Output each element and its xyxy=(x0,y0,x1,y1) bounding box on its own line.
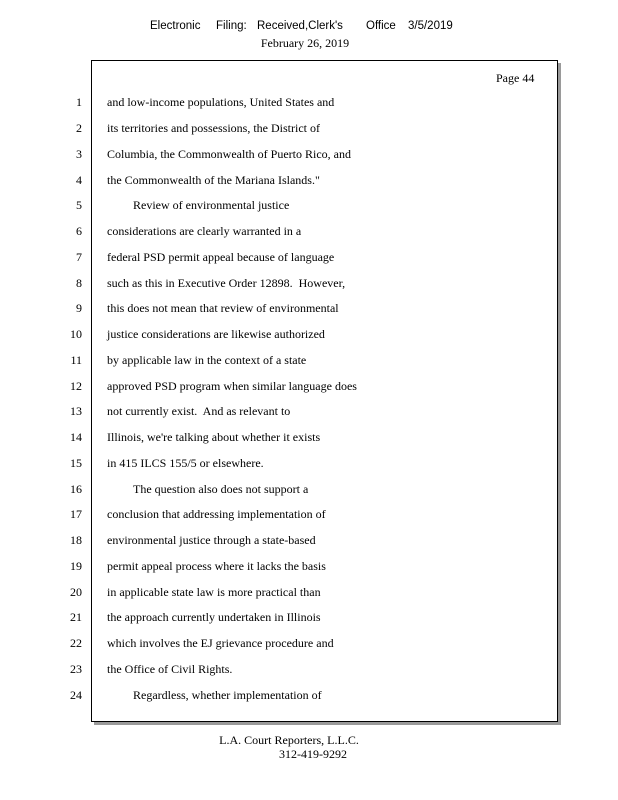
line-number: 15 xyxy=(70,456,82,470)
line-number: 8 xyxy=(76,276,82,290)
line-number: 21 xyxy=(70,610,82,624)
transcript-line: its territories and possessions, the District of xyxy=(107,121,320,135)
transcript-line: The question also does not support a xyxy=(133,482,309,496)
transcript-line: considerations are clearly warranted in a xyxy=(107,224,302,238)
stamp-word-filing: Filing: xyxy=(216,20,247,32)
transcript-line: justice considerations are likewise authorized xyxy=(107,327,325,341)
line-number: 6 xyxy=(76,224,82,238)
line-number: 9 xyxy=(76,301,82,315)
transcript-line: in applicable state law is more practical than xyxy=(107,585,321,599)
line-number: 10 xyxy=(70,327,82,341)
transcript-line: conclusion that addressing implementation of xyxy=(107,507,326,521)
transcript-line: the Commonwealth of the Mariana Islands." xyxy=(107,173,320,187)
transcript-line: Review of environmental justice xyxy=(133,198,290,212)
transcript-line: Regardless, whether implementation of xyxy=(133,688,322,702)
line-number: 20 xyxy=(70,585,82,599)
line-number: 11 xyxy=(70,353,82,367)
transcript-line: Columbia, the Commonwealth of Puerto Rico, and xyxy=(107,147,351,161)
line-number: 24 xyxy=(70,688,82,702)
transcript-line: which involves the EJ grievance procedure and xyxy=(107,636,334,650)
stamp-date: 3/5/2019 xyxy=(408,20,453,32)
transcript-line: environmental justice through a state-based xyxy=(107,533,316,547)
line-number: 7 xyxy=(76,250,82,264)
hearing-date: February 26, 2019 xyxy=(260,36,350,50)
transcript-line: this does not mean that review of environmental xyxy=(107,301,339,315)
footer-phone: 312-419-9292 xyxy=(279,747,347,761)
stamp-word-electronic: Electronic xyxy=(150,20,201,32)
transcript-line: and low-income populations, United States and xyxy=(107,95,335,109)
transcript-line: in 415 ILCS 155/5 or elsewhere. xyxy=(107,456,264,470)
page-number: Page 44 xyxy=(496,71,535,85)
line-number: 12 xyxy=(70,379,82,393)
line-number: 5 xyxy=(76,198,82,212)
line-number: 14 xyxy=(70,430,82,444)
line-number: 17 xyxy=(70,507,82,521)
transcript-line: not currently exist. And as relevant to xyxy=(107,404,291,418)
line-number: 1 xyxy=(76,95,82,109)
line-number: 4 xyxy=(76,173,82,187)
transcript-line: Illinois, we're talking about whether it exists xyxy=(107,430,321,444)
footer-company: L.A. Court Reporters, L.L.C. xyxy=(219,733,359,747)
line-number: 13 xyxy=(70,404,82,418)
transcript-line: federal PSD permit appeal because of language xyxy=(107,250,335,264)
transcript-line: the Office of Civil Rights. xyxy=(107,662,233,676)
line-number: 16 xyxy=(70,482,82,496)
transcript-line: approved PSD program when similar language does xyxy=(107,379,357,393)
line-number: 22 xyxy=(70,636,82,650)
transcript-line: the approach currently undertaken in Illinois xyxy=(107,610,321,624)
transcript-line: permit appeal process where it lacks the basis xyxy=(107,559,326,573)
line-number: 2 xyxy=(76,121,82,135)
electronic-filing-stamp xyxy=(0,20,618,36)
line-number: 19 xyxy=(70,559,82,573)
stamp-word-received: Received,Clerk's xyxy=(257,20,343,32)
transcript-line: such as this in Executive Order 12898. However, xyxy=(107,276,346,290)
line-number: 18 xyxy=(70,533,82,547)
line-number: 23 xyxy=(70,662,82,676)
transcript-line: by applicable law in the context of a state xyxy=(107,353,307,367)
line-number: 3 xyxy=(76,147,82,161)
stamp-word-office: Office xyxy=(366,20,396,32)
